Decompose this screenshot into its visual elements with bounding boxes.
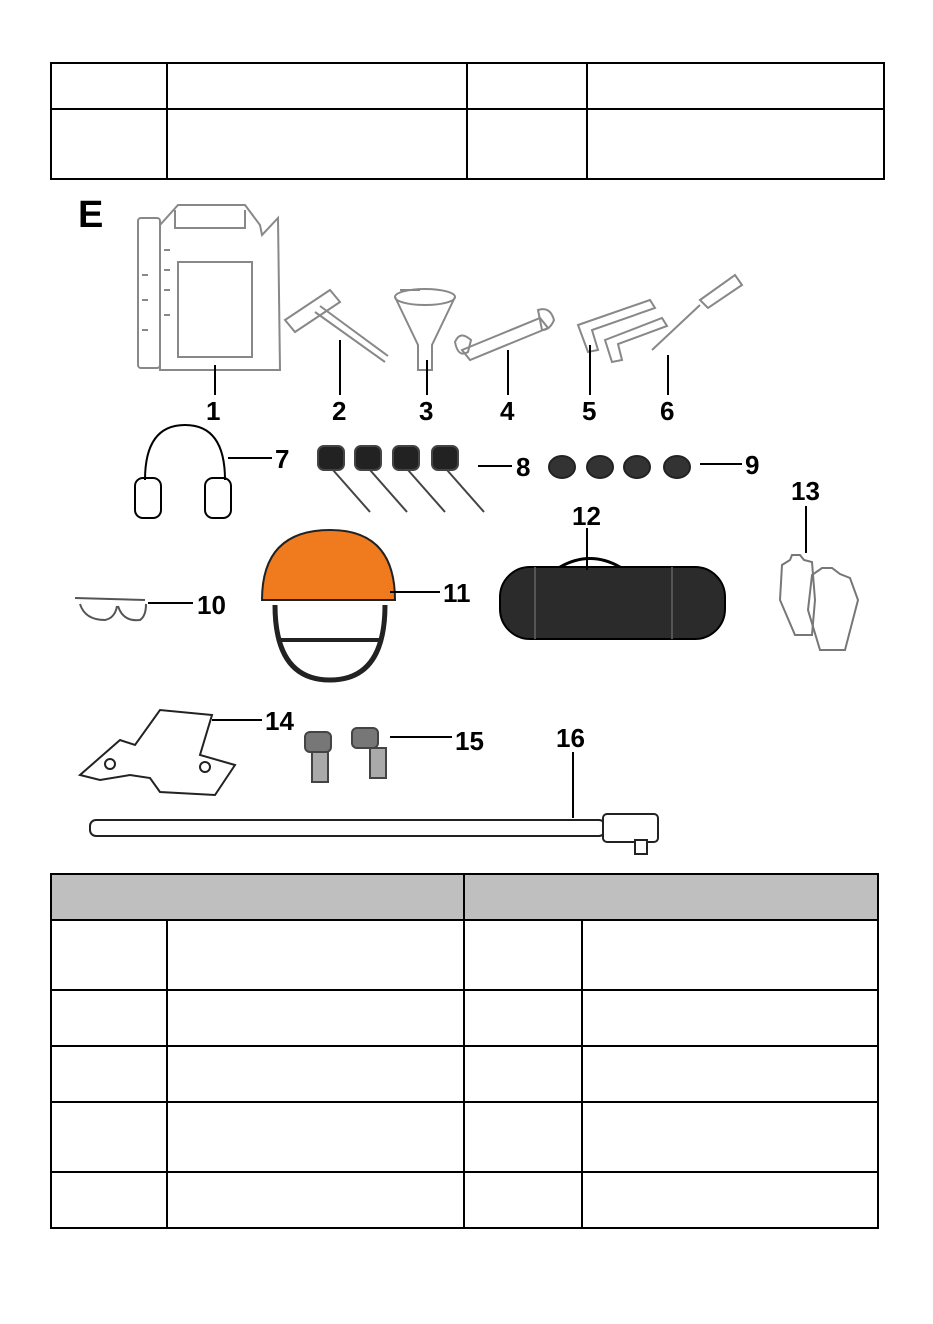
spark-plug-wrench-icon [285,290,388,362]
table-cell [167,990,464,1046]
table-cell [51,1102,167,1172]
table-row [51,1046,878,1102]
table-cell [464,1102,582,1172]
table-cell [51,920,167,990]
table-cell [582,920,878,990]
table-row [51,1102,878,1172]
table-cell [464,1172,582,1228]
table-cell [51,109,167,179]
carry-bag-icon [500,559,725,640]
table-cell [51,990,167,1046]
ear-muffs-icon [135,425,231,518]
hex-keys-icon [578,300,667,362]
table-row [51,990,878,1046]
bolts-icon [318,446,484,512]
table-cell [167,1102,464,1172]
table-cell [582,1102,878,1172]
table-cell [167,109,467,179]
table-cell [167,920,464,990]
table-cell [464,990,582,1046]
section-letter: E [78,194,104,236]
table-cell [587,63,884,109]
table-cell [582,1046,878,1102]
fuel-can-icon [138,205,280,370]
callout-6: 6 [660,396,675,426]
table-cell [582,1172,878,1228]
callout-9: 9 [745,450,760,480]
accessories-figure [0,180,933,870]
callout-4: 4 [500,396,515,426]
callout-14: 14 [265,706,294,736]
bottom-parts-table [50,873,879,1229]
gloves-icon [780,555,858,650]
callout-1: 1 [206,396,221,426]
table-cell [587,109,884,179]
table-row [51,920,878,990]
table-header-cell [51,874,464,920]
wrench-icon [455,309,554,360]
top-parts-table [50,62,885,180]
table-cell [51,1172,167,1228]
screws-icon [305,728,386,782]
table-row [51,1172,878,1228]
callout-13: 13 [791,476,820,506]
table-cell [167,63,467,109]
table-cell [167,1046,464,1102]
table-header-row [51,874,878,920]
callout-8: 8 [516,452,531,482]
screwdriver-icon [652,275,742,350]
callout-2: 2 [332,396,347,426]
table-row [51,63,884,109]
clamp-bracket-icon [80,710,235,795]
safety-glasses-icon [75,598,146,620]
table-cell [464,920,582,990]
tool-rod-icon [90,814,658,854]
funnel-icon [395,289,455,370]
table-header-cell [464,874,878,920]
table-row [51,109,884,179]
table-cell [167,1172,464,1228]
callout-7: 7 [275,444,290,474]
table-cell [51,63,167,109]
nuts-icon [549,456,690,478]
callout-16: 16 [556,723,585,753]
table-cell [467,109,587,179]
callout-12: 12 [572,501,601,531]
callout-5: 5 [582,396,597,426]
table-cell [464,1046,582,1102]
callout-15: 15 [455,726,484,756]
table-cell [51,1046,167,1102]
callout-11: 11 [443,578,471,608]
face-shield-helmet-icon [262,530,395,680]
table-cell [582,990,878,1046]
callout-10: 10 [197,590,226,620]
table-cell [467,63,587,109]
callout-3: 3 [419,396,434,426]
